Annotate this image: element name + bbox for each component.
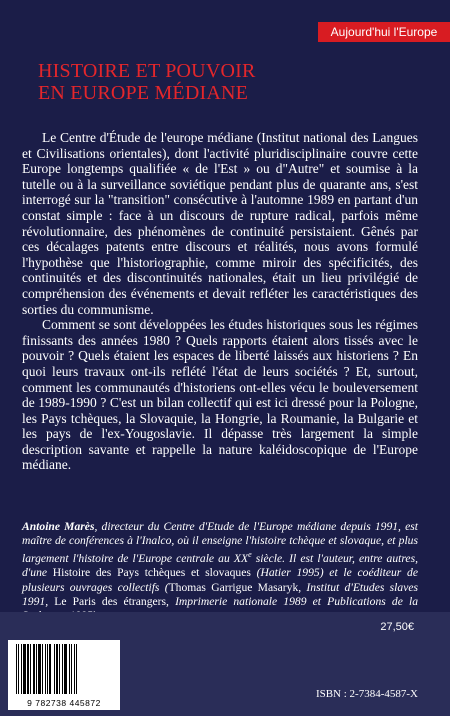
author-bio-text-c: (Hatier 1995) et le coéditeur de plusieurs ouvrages collectifs ( xyxy=(22,566,418,594)
barcode-icon xyxy=(14,644,114,696)
author-name: Antoine Marès xyxy=(22,520,95,533)
author-book-2: Thomas Garrigue Masaryk xyxy=(168,580,299,594)
price: 27,50€ xyxy=(380,621,414,633)
author-book-3: Le Paris des étrangers xyxy=(54,594,167,608)
author-bio-text-e: , Imprimerie nationale 1989 et Publications de la xyxy=(166,594,419,608)
title-line-1: HISTOIRE ET POUVOIR xyxy=(38,60,256,82)
blurb-paragraph-1: Le Centre d'Étude de l'europe médiane (Institut national des Langues et Civilisations orientales), dont l'activité pluridisciplinaire couvre cette Europe longtemps qualifiée « de l'Est » ou d"Autre" et soumise à la tutelle ou à la surveillance soviétique pendant plus de quarante ans, s'est interrogé sur la "transition" consécutive à l'automne 1989 en partant d'un constat simple : face à un discours de rupture radical, parfois même révolutionnaire, des phénomènes de continuité persistaient. Gênés par ces décalages patents entre discours et réalités, nous avons formulé l'hypothèse que l'historiographie, comme miroir des spécificités, des continuités et des discontinuités nationales, était un lieu privilégié de compréhension des événements et devait refléter les caractéristiques des sorties du communisme. xyxy=(22,130,418,317)
book-title xyxy=(38,60,368,104)
author-bio-text-a: , directeur du Centre d'Etude de l'Europe médiane depuis 1991, est maître de conférences à l'Inalco, où il enseigne l'histoire tchèque et slovaque, et plus largement l'histoire de l'Europe centrale au XX xyxy=(22,520,419,566)
isbn: ISBN : 2-7384-4587-X xyxy=(315,688,418,700)
author-bio-text-d: , Institut d'Etudes slaves 1991, xyxy=(22,580,418,608)
barcode-number: 9 782738 445872 xyxy=(27,698,101,708)
author-bio-text-b: siècle. Il est l'auteur, entre autres, d'une xyxy=(22,552,418,580)
blurb xyxy=(22,130,418,473)
series-label: Aujourd'hui l'Europe xyxy=(318,22,450,42)
blurb-paragraph-2: Comment se sont développées les études historiques sous les régimes finissants des années 1980 ? Quels rapports étaient alors tissés avec le pouvoir ? Quels étaient les espaces de liberté laissés aux historiens ? En quoi leurs travaux ont-ils reflété l'état de leurs sociétés ? Et, surtout, comment les communautés d'historiens ont-elles vécu le bouleversement de 1989-1990 ? C'est un bilan collectif qui est ici dressé pour la Pologne, les Pays tchèques, la Slovaquie, la Hongrie, la Roumanie, la Bulgarie et les pays de l'ex-Yougoslavie. Il dépasse très largement la simple description savante et rappelle la nature kaléidoscopique de l'Europe médiane. xyxy=(22,317,418,473)
author-bio-sup: e xyxy=(248,550,252,560)
title-line-2: EN EUROPE MÉDIANE xyxy=(38,82,249,104)
barcode xyxy=(8,640,120,710)
author-bio xyxy=(22,520,418,623)
author-book-1: Histoire des Pays tchèques et slovaques xyxy=(52,566,251,580)
